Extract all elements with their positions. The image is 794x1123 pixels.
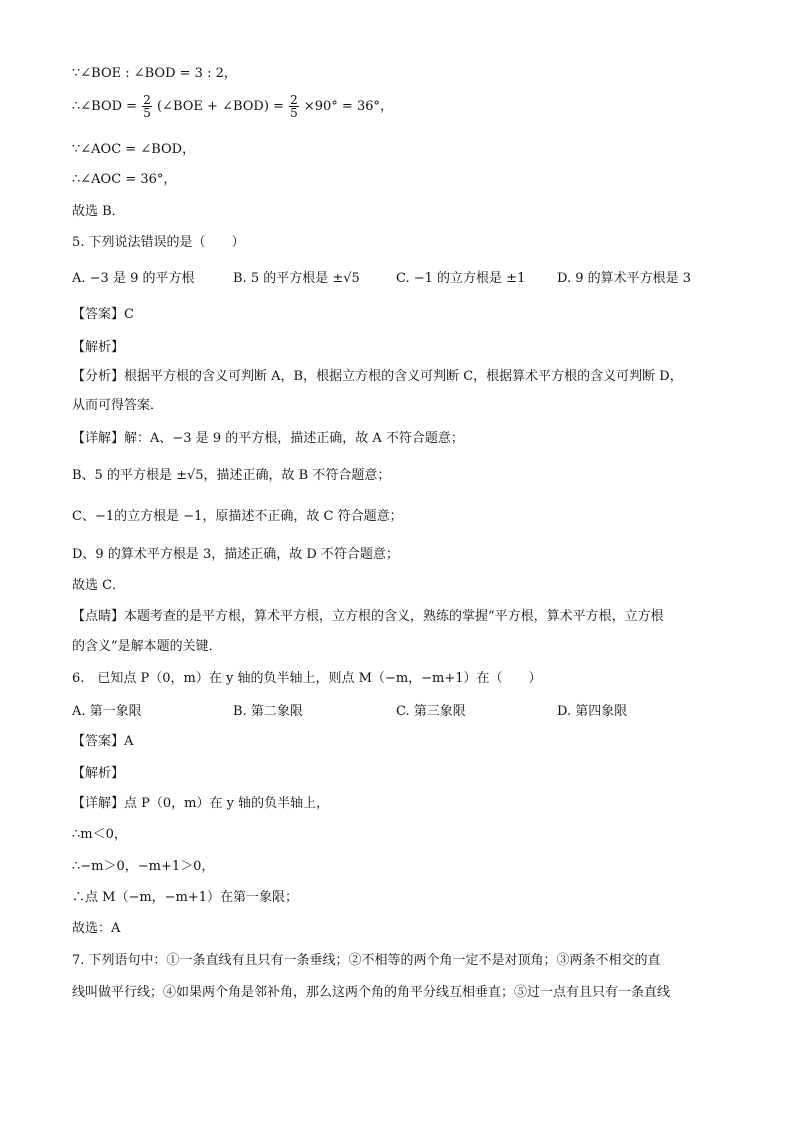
detail-text: B、5 的平方根是 ±√5，描述正确，故 B 不符合题意； [72, 468, 391, 483]
detail-text: ∴m＜0， [72, 827, 127, 842]
analysis-label: 【解析】 [72, 340, 125, 355]
detail-text: 【详解】解：A、−3 是 9 的平方根，描述正确，故 A 不符合题意； [72, 431, 464, 446]
text-line: ∵∠BOE : ∠BOD = 3 : 2， [72, 66, 237, 81]
detail-text: C、−1的立方根是 −1，原描述不正确，故 C 符合题意； [72, 509, 403, 524]
option-d: D. 9 的算术平方根是 3 [557, 271, 692, 286]
detail-text: ∴−m＞0，−m+1＞0， [72, 859, 215, 874]
option-c: C. 第三象限 [396, 704, 466, 719]
denominator: 5 [290, 106, 298, 120]
text-span: ∴∠BOD = [72, 99, 138, 114]
option-d: D. 第四象限 [557, 704, 628, 719]
numerator: 2 [143, 93, 151, 107]
text-span: ×90° = 36°， [303, 99, 393, 114]
answer-label: 【答案】C [72, 307, 134, 322]
comment-text: 【点睛】本题考查的是平方根，算术平方根，立方根的含义，熟练的掌握“平方根，算术平方根，立方根 [72, 609, 664, 624]
analysis-text: 从而可得答案． [72, 398, 164, 413]
text-line: ∴∠AOC = 36°， [72, 172, 177, 187]
fraction [142, 94, 152, 119]
option-a: A. −3 是 9 的平方根 [72, 271, 195, 286]
detail-text: 故选 C． [72, 578, 126, 593]
answer-label: 【答案】A [72, 734, 134, 749]
denominator: 5 [143, 106, 151, 120]
numerator: 2 [290, 93, 298, 107]
text-span: (∠BOE + ∠BOD) = [157, 99, 284, 114]
detail-text: D、9 的算术平方根是 3，描述正确，故 D 不符合题意； [72, 547, 399, 562]
analysis-label: 【解析】 [72, 766, 125, 781]
comment-text: 的含义”是解本题的关键． [72, 639, 222, 654]
question-6: 6. 已知点 P（0，m）在 y 轴的负半轴上，则点 M（−m，−m+1）在（ ） [72, 671, 542, 686]
detail-text: 故选：A [72, 921, 121, 936]
option-c: C. −1 的立方根是 ±1 [396, 271, 526, 286]
option-b: B. 第二象限 [233, 704, 303, 719]
fraction [289, 94, 299, 119]
question-7: 7. 下列语句中：①一条直线有且只有一条垂线；②不相等的两个角一定不是对顶角；③两条不相交的直 [72, 953, 661, 968]
detail-text: ∴点 M（−m，−m+1）在第一象限； [72, 890, 299, 905]
equation-line [72, 94, 393, 119]
question-7: 线叫做平行线；④如果两个角是邻补角，那么这两个角的角平分线互相垂直；⑤过一点有且只有一条直线 [72, 985, 671, 1000]
option-a: A. 第一象限 [72, 704, 142, 719]
detail-text: 【详解】点 P（0，m）在 y 轴的负半轴上， [72, 796, 330, 811]
text-line: ∵∠AOC = ∠BOD， [72, 142, 196, 157]
option-b: B. 5 的平方根是 ±√5 [233, 271, 360, 286]
text-line: 故选 B． [72, 204, 125, 219]
analysis-text: 【分析】根据平方根的含义可判断 A，B，根据立方根的含义可判断 C，根据算术平方根的含义可判断 D， [72, 369, 683, 384]
question-5: 5. 下列说法错误的是（ ） [72, 235, 245, 250]
